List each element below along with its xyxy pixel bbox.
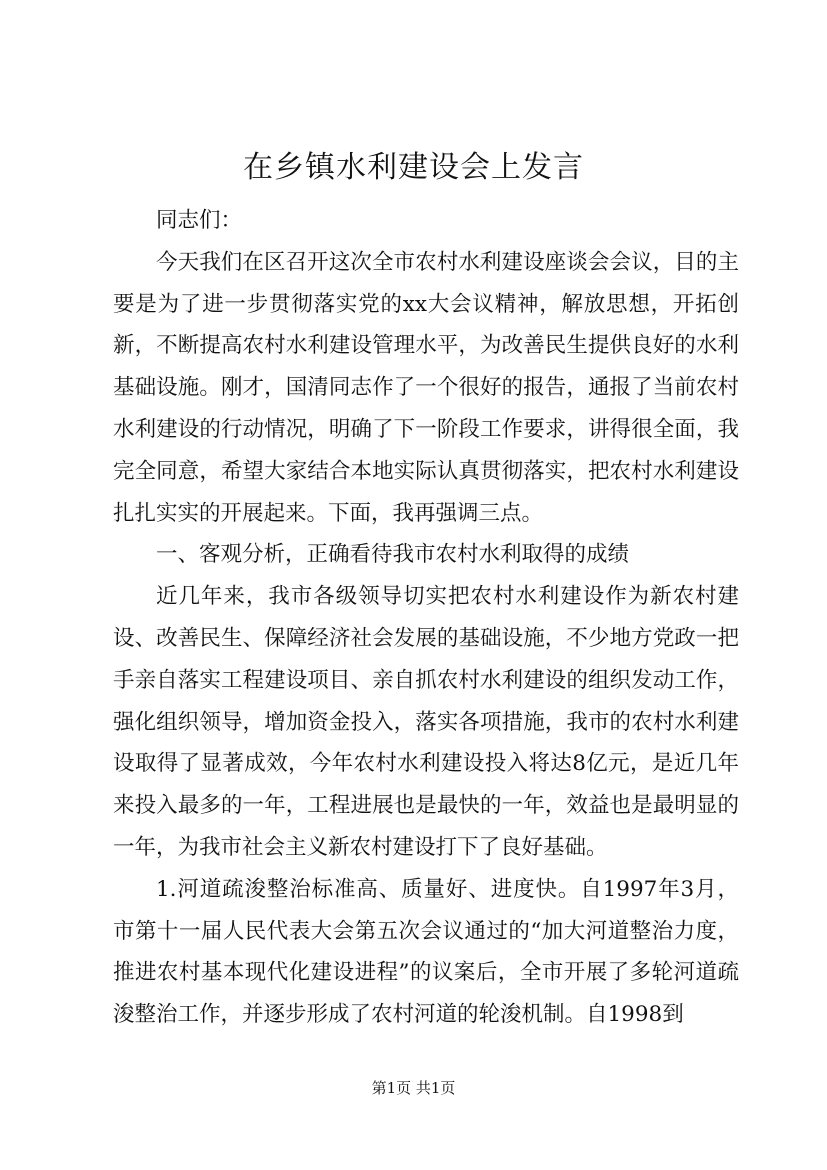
paragraph-opening: 今天我们在区召开这次全市农村水利建设座谈会会议，目的主要是为了进一步贯彻落实党的xx大会议精神，解放思想，开拓创新，不断提高农村水利建设管理水平，为改善民生提供良好的水利基础设施。刚才，国清同志作了一个很好的报告，通报了当前农村水利建设的行动情况，明确了下一阶段工作要求，讲得很全面，我完全同意，希望大家结合本地实际认真贯彻落实，把农村水利建设扎扎实实的开展起来。下面，我再强调三点。: [113, 249, 739, 526]
section-heading-1: 一、客观分析，正确看待我市农村水利取得的成绩: [156, 542, 630, 568]
paragraph-river-dredging: 1.河道疏浚整治标准高、质量好、进度快。自1997年3月，市第十一届人民代表大会第五次会议通过的“加大河道整治力度，推进农村基本现代化建设进程”的议案后，全市开展了多轮河道疏浚整治工作，并逐步形成了农村河道的轮浚机制。自1998到: [113, 876, 739, 1028]
document-body: [113, 200, 739, 1036]
document-title: 在乡镇水利建设会上发言: [243, 150, 584, 185]
paragraph-achievements: 近几年来，我市各级领导切实把农村水利建设作为新农村建设、改善民生、保障经济社会发展的基础设施，不少地方党政一把手亲自落实工程建设项目、亲自抓农村水利建设的组织发动工作，强化组织领导，增加资金投入，落实各项措施，我市的农村水利建设取得了显著成效，今年农村水利建设投入将达8亿元，是近几年来投入最多的一年，工程进展也是最快的一年，效益也是最明显的一年，为我市社会主义新农村建设打下了良好基础。: [113, 584, 739, 860]
salutation: 同志们：: [156, 208, 243, 233]
page-footer: 第1页 共1页: [371, 1079, 456, 1097]
